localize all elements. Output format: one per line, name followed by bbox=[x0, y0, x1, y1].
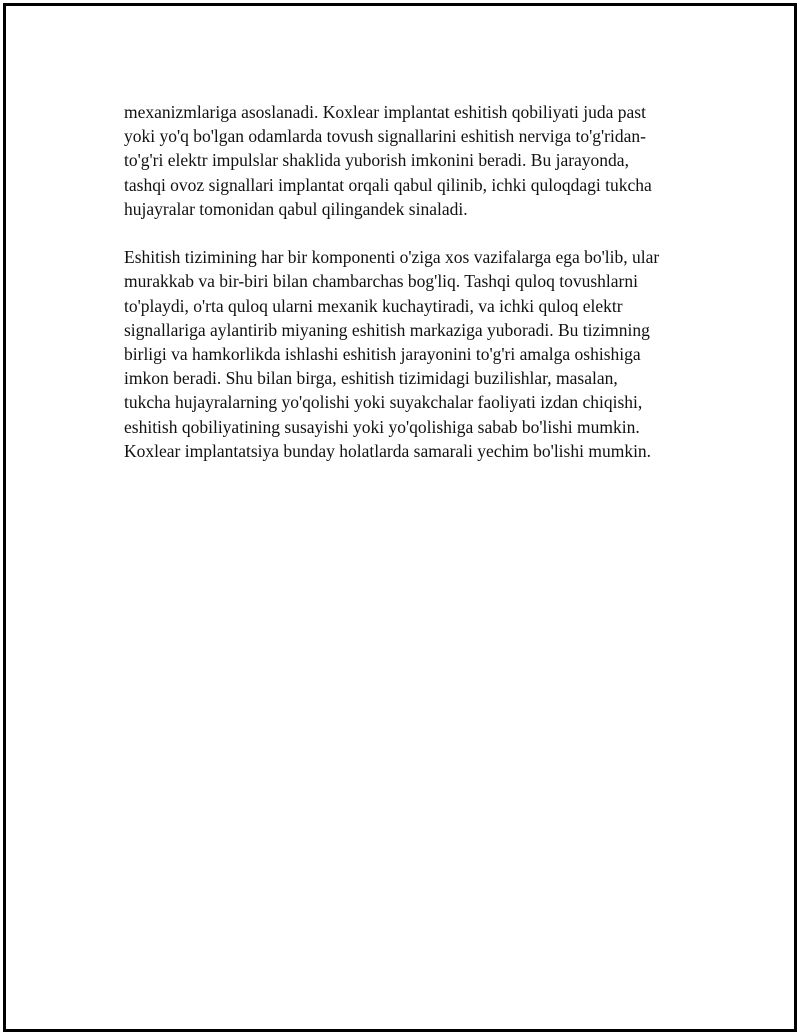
text-line: tashqi ovoz signallari implantat orqali qabul qilinib, ichki quloqdagi tukcha bbox=[124, 174, 652, 195]
text-line: murakkab va bir-biri bilan chambarchas bog'liq. Tashqi quloq tovushlarni bbox=[124, 271, 638, 292]
text-line: tukcha hujayralarning yo'qolishi yoki suyakchalar faoliyati izdan chiqishi, bbox=[124, 392, 643, 413]
paragraph bbox=[124, 100, 704, 221]
text-line: signallariga aylantirib miyaning eshitish markaziga yuboradi. Bu tizimning bbox=[124, 319, 650, 340]
text-line: birligi va hamkorlikda ishlashi eshitish jarayonini to'g'ri amalga oshishiga bbox=[124, 344, 641, 365]
document-body bbox=[124, 100, 704, 463]
text-line: mexanizmlariga asoslanadi. Koxlear implantat eshitish qobiliyati juda past bbox=[124, 102, 646, 122]
text-line: to'g'ri elektr impulslar shaklida yuborish imkonini beradi. Bu jarayonda, bbox=[124, 150, 629, 171]
paragraph bbox=[124, 245, 704, 463]
text-line: eshitish qobiliyatining susayishi yoki yo'qolishiga sabab bo'lishi mumkin. bbox=[124, 416, 640, 437]
page bbox=[3, 3, 797, 1032]
text-line: imkon beradi. Shu bilan birga, eshitish tizimidagi buzilishlar, masalan, bbox=[124, 368, 618, 389]
text-line: Koxlear implantatsiya bunday holatlarda samarali yechim bo'lishi mumkin. bbox=[124, 440, 652, 461]
text-line: Eshitish tizimining har bir komponenti o'ziga xos vazifalarga ega bo'lib, ular bbox=[124, 247, 660, 268]
text-line: hujayralar tomonidan qabul qilingandek sinaladi. bbox=[124, 198, 468, 219]
text-line: yoki yo'q bo'lgan odamlarda tovush signallarini eshitish nerviga to'g'ridan- bbox=[124, 126, 646, 147]
text-line: to'playdi, o'rta quloq ularni mexanik kuchaytiradi, va ichki quloq elektr bbox=[124, 295, 623, 316]
